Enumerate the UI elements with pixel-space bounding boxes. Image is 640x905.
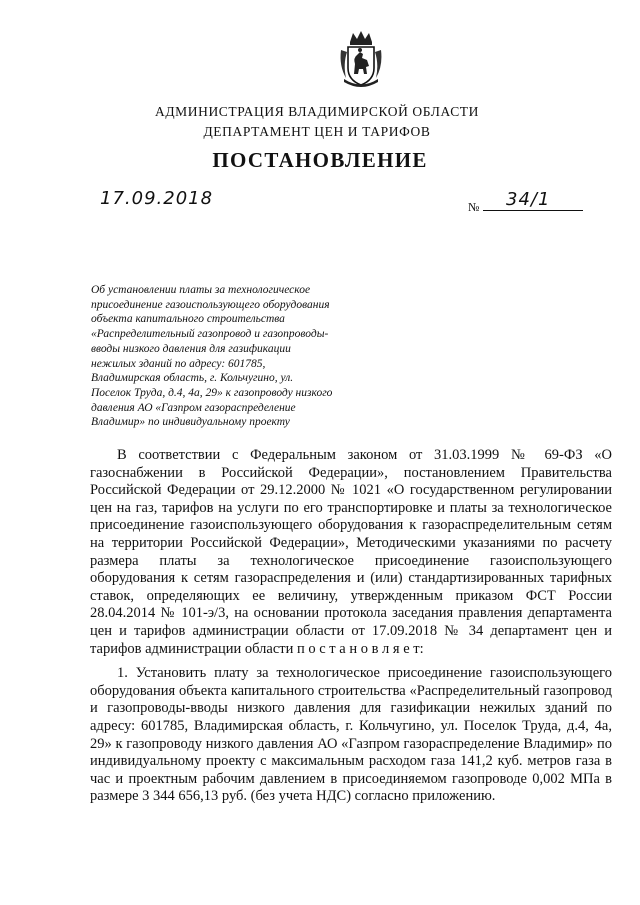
- number-underline: [483, 210, 583, 211]
- coat-of-arms-emblem: [338, 30, 384, 88]
- body-paragraph-item-1: 1. Установить плату за технологическое присоединение газоиспользующего оборудования объекта капитального строительства «Распределительный газопровод и газопроводы-вводы низкого давления для газификации нежилых зданий по адресу: 601785, Владимирская область, г. Кольчугино, ул. Поселок Труда, д.4, 4а, 29» к газопроводу низкого давления АО «Газпром газораспределение Владимир» по индивидуальному проекту с максимальным расходом газа 141,2 куб. метров газа в час и проектным рабочим давлением в присоединяемом газопроводе 0,002 МПа в размере 3 344 656,13 руб. (без учета НДС) согласно приложению.: [90, 665, 612, 805]
- document-type-title: ПОСТАНОВЛЕНИЕ: [212, 148, 428, 172]
- subject-line: объекта капитального строительства: [91, 313, 285, 326]
- document-subject: [91, 283, 368, 430]
- subject-line: Поселок Труда, д.4, 4а, 29» к газопроводу низкого: [91, 386, 333, 399]
- subject-line: вводы низкого давления для газификации: [91, 342, 291, 355]
- number-label: №: [468, 200, 480, 214]
- subject-line: Владимир» по индивидуальному проекту: [91, 416, 290, 429]
- subject-line: Владимирская область, г. Кольчугино, ул.: [91, 372, 294, 385]
- subject-line: «Распределительный газопровод и газопроводы-: [91, 328, 329, 341]
- department-name: ДЕПАРТАМЕНТ ЦЕН И ТАРИФОВ: [203, 124, 431, 139]
- body-paragraph-preamble: В соответствии с Федеральным законом от 31.03.1999 № 69-ФЗ «О газоснабжении в Российской Федерации», постановлением Правительства Российской Федерации от 29.12.2000 № 1021 «О государственном регулировании цен на газ, тарифов на услуги по его транспортировке и платы за технологическое присоединение газоиспользующего оборудования к газораспределительным сетям на территории Российской Федерации», Методическими указаниями по расчету размера платы за технологическое присоединение газоиспользующего оборудования к сетям газораспределения и (или) стандартизированных тарифных ставок, определяющих ее величину, утвержденным приказом ФСТ России 28.04.2014 № 101-э/3, на основании протокола заседания правления департамента цен и тарифов администрации области от 17.09.2018 № 34 департамент цен и тарифов администрации области п о с т а н о в л я е т:: [90, 447, 612, 657]
- document-number: 34/1: [506, 189, 551, 210]
- organization-name: АДМИНИСТРАЦИЯ ВЛАДИМИРСКОЙ ОБЛАСТИ: [155, 104, 479, 119]
- subject-line: присоединение газоиспользующего оборудования: [91, 298, 330, 311]
- document-body: [90, 447, 612, 806]
- subject-line: нежилых зданий по адресу: 601785,: [91, 357, 266, 370]
- subject-line: давления АО «Газпром газораспределение: [91, 401, 296, 414]
- subject-line: Об установлении платы за технологическое: [91, 284, 311, 296]
- document-date: 17.09.2018: [100, 188, 214, 209]
